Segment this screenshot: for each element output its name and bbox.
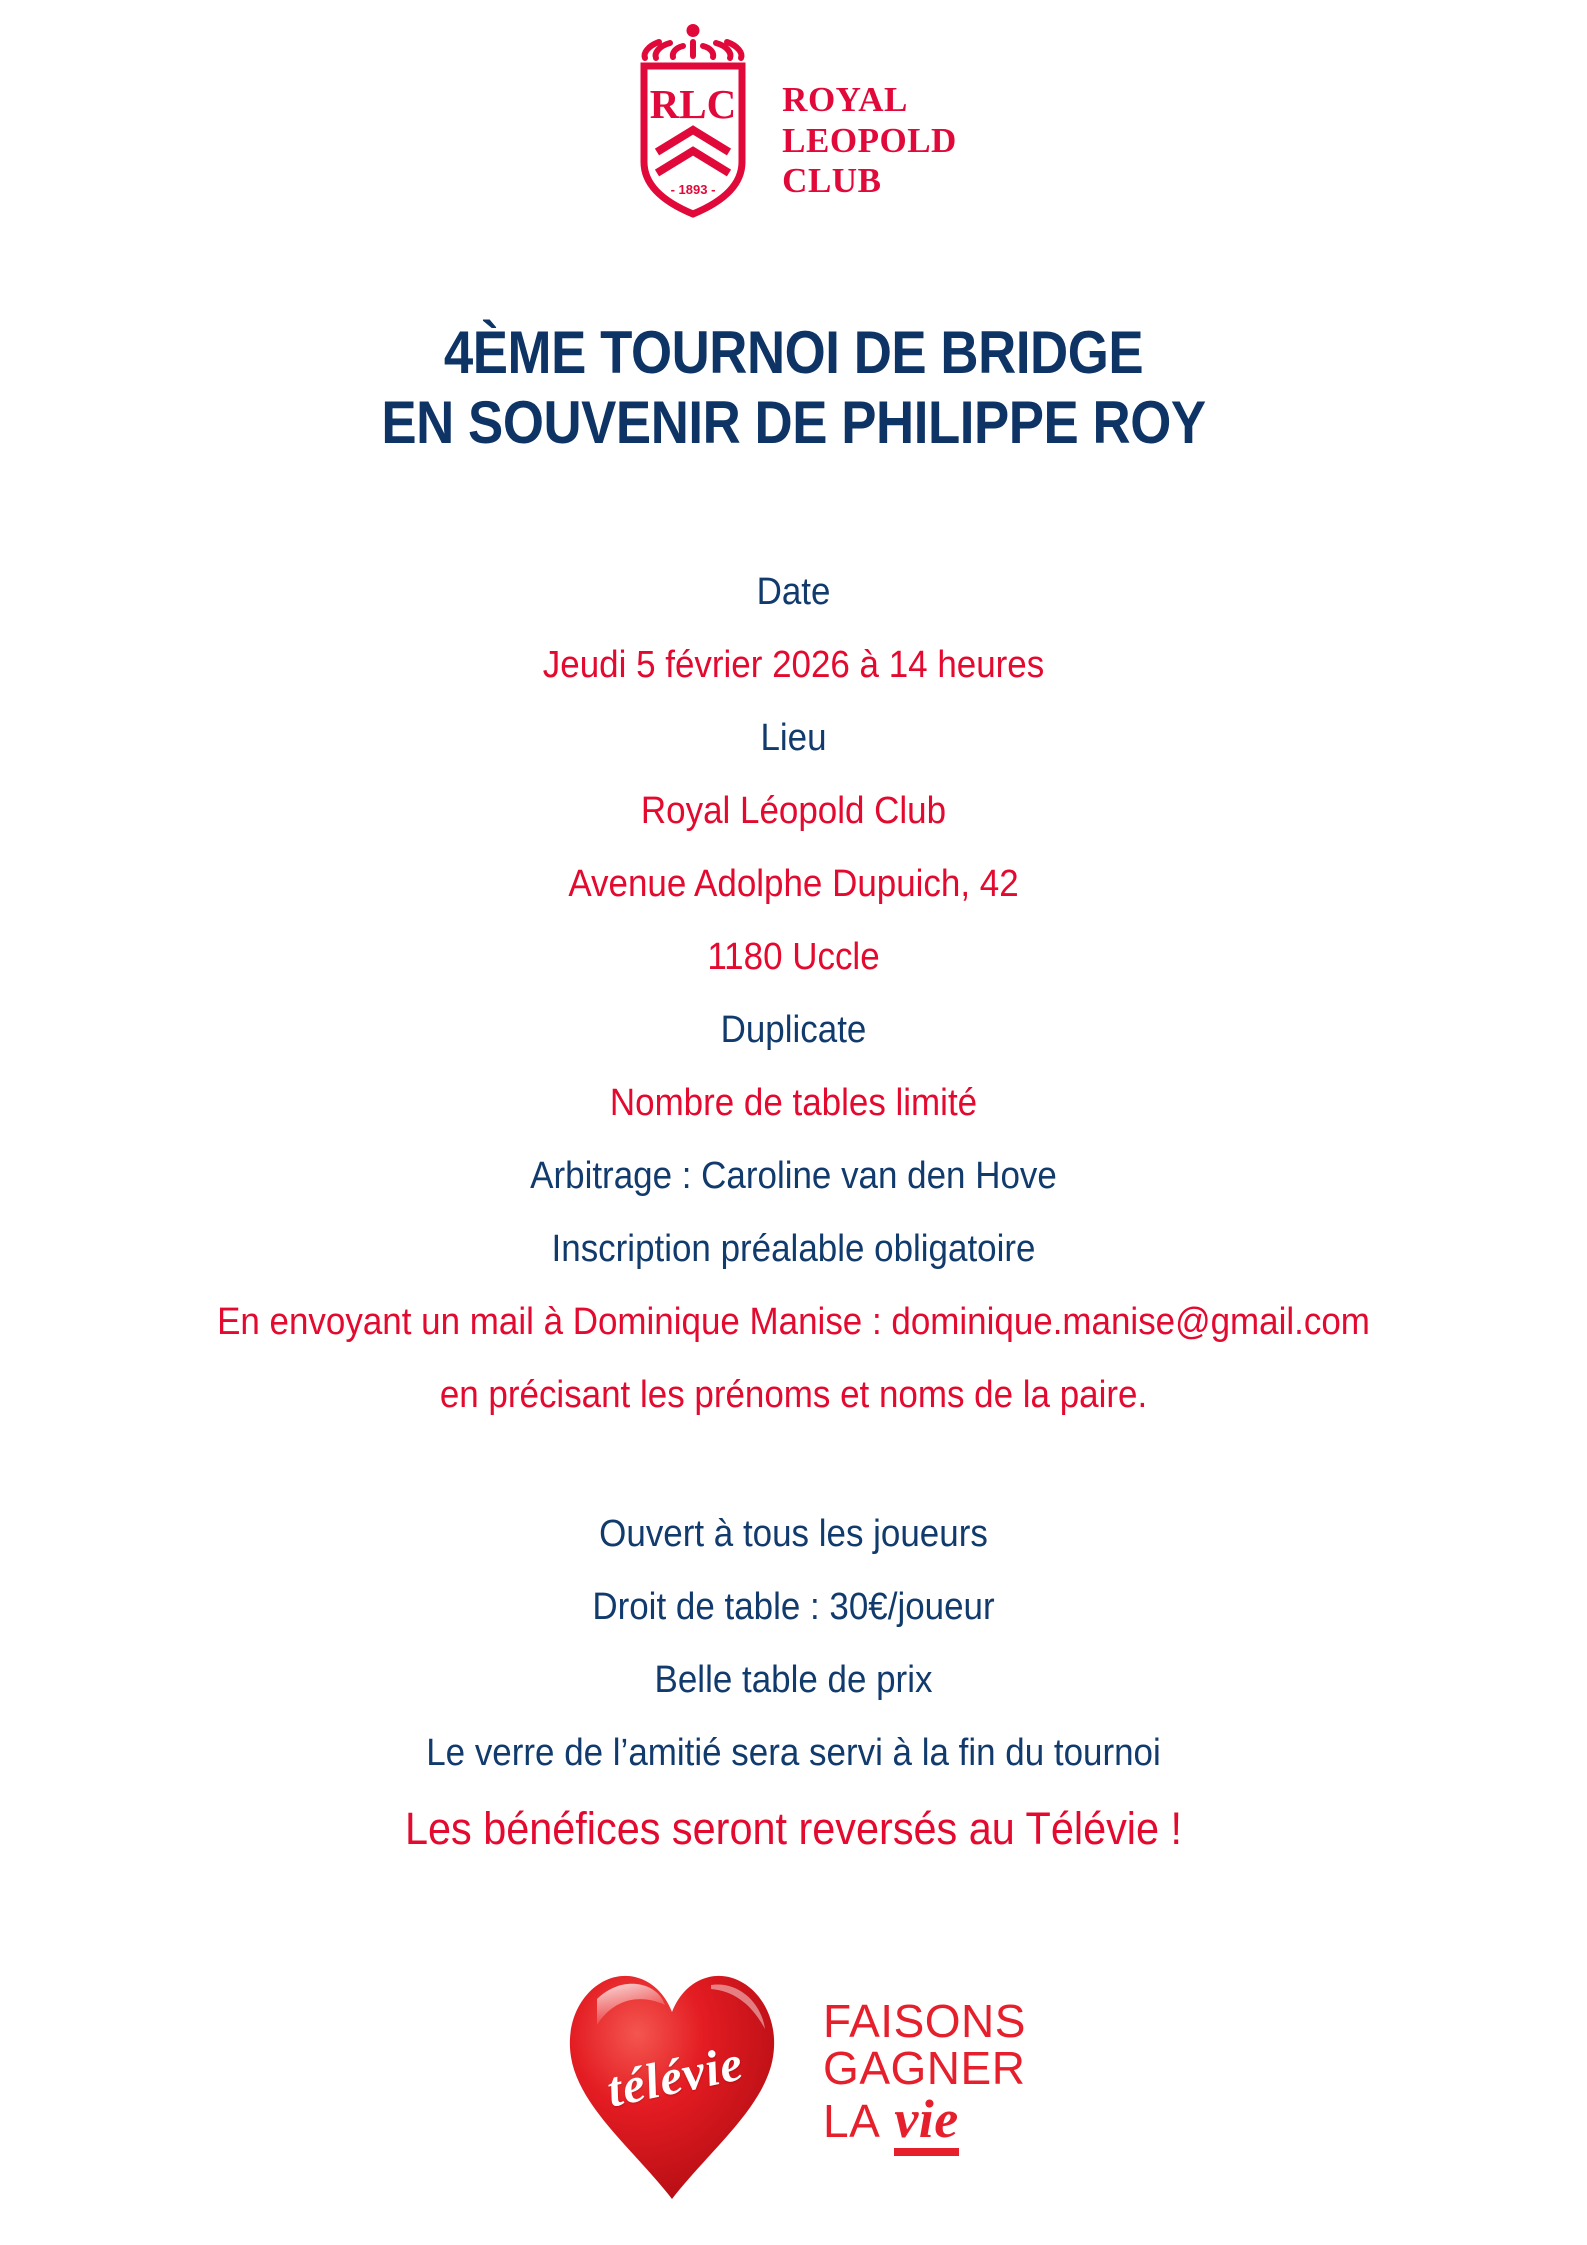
- detail-label-venue: Lieu: [760, 717, 827, 759]
- detail-format: Duplicate: [720, 1009, 867, 1051]
- condition-prizes: Belle table de prix: [654, 1659, 933, 1701]
- poster-title: [0, 318, 1587, 457]
- televie-script-text: télévie: [601, 2034, 749, 2118]
- detail-venue-city: 1180 Uccle: [707, 936, 880, 978]
- club-name-line-3: CLUB: [782, 161, 882, 201]
- section-spacer: [0, 1432, 1587, 1498]
- condition-drinks: Le verre de l’amitié sera servi à la fin du tournoi: [426, 1732, 1161, 1774]
- founded-year-text: - 1893 -: [670, 182, 716, 197]
- condition-open-to-all: Ouvert à tous les joueurs: [599, 1513, 988, 1555]
- televie-logo: [0, 1955, 1587, 2205]
- condition-entry-fee: Droit de table : 30€/joueur: [592, 1586, 995, 1628]
- televie-heart-icon: [561, 1955, 783, 2205]
- televie-slogan-vie: vie: [894, 2092, 958, 2156]
- title-line-1: 4ÈME TOURNOI DE BRIDGE: [443, 319, 1144, 386]
- detail-venue-street: Avenue Adolphe Dupuich, 42: [568, 863, 1019, 905]
- event-details-block: [0, 556, 1587, 1868]
- televie-slogan-la: LA: [823, 2094, 881, 2147]
- club-name-line-2: LEOPOLD: [782, 120, 957, 160]
- royal-leopold-club-logo: [0, 22, 1587, 218]
- detail-label-date: Date: [756, 571, 831, 613]
- title-line-2: EN SOUVENIR DE PHILIPPE ROY: [381, 388, 1206, 456]
- detail-registration-note: Inscription préalable obligatoire: [551, 1228, 1036, 1270]
- detail-registration-instruction: en précisant les prénoms et noms de la paire.: [439, 1374, 1148, 1416]
- rlc-shield-crest-icon: [630, 22, 756, 218]
- club-name-line-1: ROYAL: [782, 80, 908, 119]
- televie-slogan-row-3: [823, 2088, 1026, 2156]
- televie-slogan: [823, 1995, 1026, 2156]
- detail-value-date: Jeudi 5 février 2026 à 14 heures: [542, 644, 1045, 686]
- televie-slogan-gagner: GAGNER: [823, 2042, 1026, 2094]
- condition-charity-note: Les bénéfices seront reversés au Télévie !: [404, 1803, 1183, 1854]
- televie-slogan-row-2: [823, 2042, 1026, 2094]
- detail-venue-name: Royal Léopold Club: [640, 790, 947, 832]
- detail-table-limit: Nombre de tables limité: [609, 1082, 978, 1124]
- televie-slogan-row-1: [823, 1995, 1026, 2048]
- rlc-monogram-text: RLC: [649, 81, 737, 127]
- club-name-wordmark: [782, 80, 957, 202]
- detail-referee: Arbitrage : Caroline van den Hove: [530, 1155, 1057, 1197]
- televie-slogan-faisons: FAISONS: [823, 1995, 1026, 2048]
- detail-registration-email: En envoyant un mail à Dominique Manise : dominique.manise@gmail.com: [217, 1301, 1370, 1343]
